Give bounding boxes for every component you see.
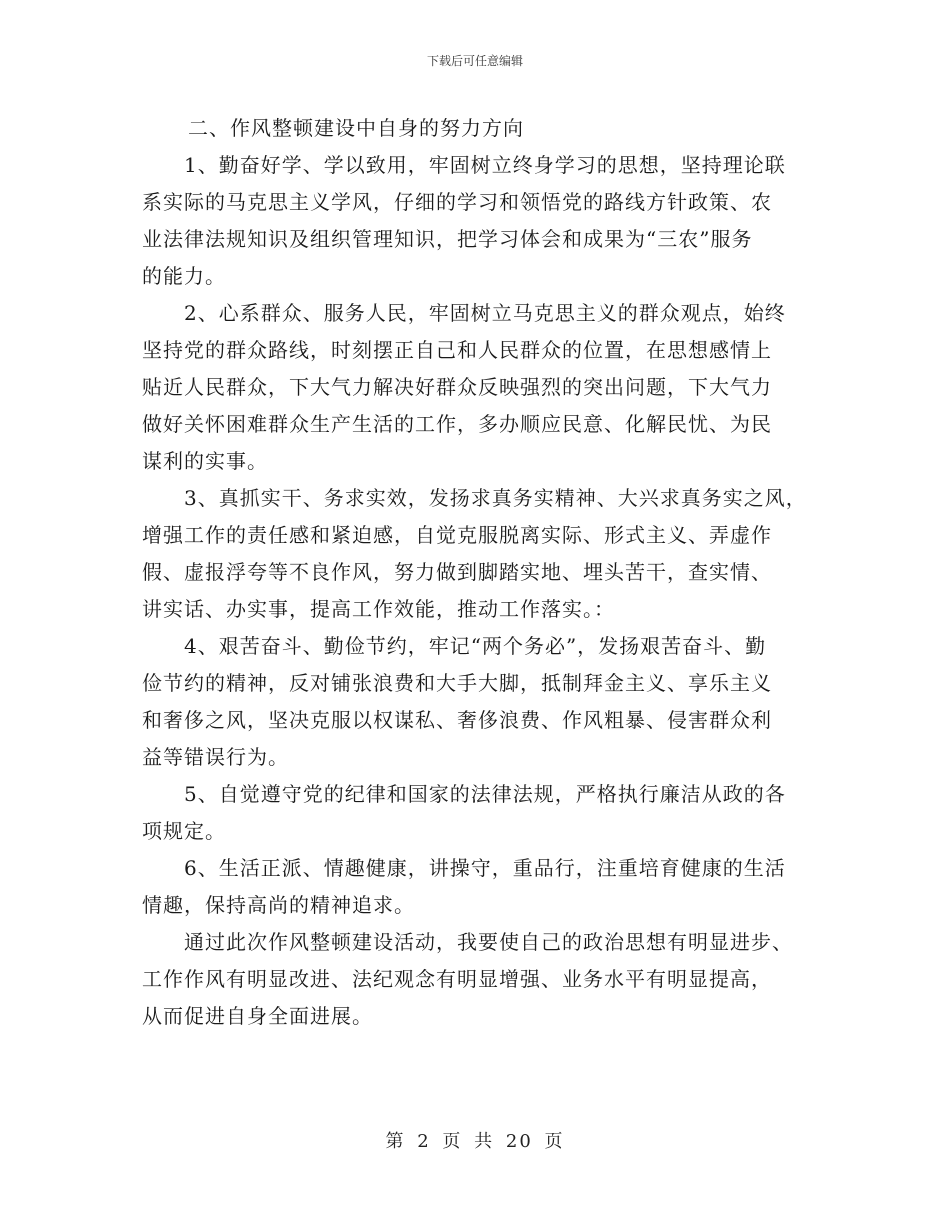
text-line: 和奢侈之风，坚决克服以权谋私、奢侈浪费、作风粗暴、侵害群众利 <box>142 708 772 732</box>
page-footer <box>0 1127 950 1153</box>
text-line: 谋利的实事。 <box>142 449 268 473</box>
text-line: 假、虚报浮夸等不良作风，努力做到脚踏实地、埋头苦干，查实情、 <box>142 560 772 584</box>
text-line: 的能力。 <box>142 264 226 288</box>
current-page-number: 2 <box>417 1131 431 1152</box>
footer-suffix: 页 <box>544 1131 565 1152</box>
text-line: 增强工作的责任感和紧迫感，自觉克服脱离实际、形式主义、弄虚作 <box>142 523 772 547</box>
footer-total-word: 共 <box>474 1131 495 1152</box>
text-line: 项规定。 <box>142 819 226 843</box>
text-line: 5、自觉遵守党的纪律和国家的法律法规，严格执行廉洁从政的各 <box>142 782 786 806</box>
text-line: 1、勤奋好学、学以致用，牢固树立终身学习的思想，坚持理论联 <box>142 153 786 177</box>
paragraph <box>142 147 814 295</box>
total-pages-number: 20 <box>505 1131 533 1152</box>
paragraph <box>142 295 814 480</box>
paragraph <box>142 628 814 776</box>
paragraph-list <box>142 147 814 1035</box>
text-line: 贴近人民群众，下大气力解决好群众反映强烈的突出问题，下大气力 <box>142 375 772 399</box>
footer-prefix: 第 <box>385 1131 406 1152</box>
text-line: 6、生活正派、情趣健康，讲操守，重品行，注重培育健康的生活 <box>142 856 786 880</box>
paragraph <box>142 480 814 628</box>
paragraph <box>142 924 814 1035</box>
footer-page-word: 页 <box>442 1131 463 1152</box>
page-header-note: 下载后可任意编辑 <box>426 54 523 68</box>
text-line: 工作作风有明显改进、法纪观念有明显增强、业务水平有明显提高， <box>142 967 772 991</box>
text-line: 通过此次作风整顿建设活动，我要使自己的政治思想有明显进步、 <box>142 930 793 954</box>
paragraph <box>142 776 814 850</box>
text-line: 讲实话、办实事，提高工作效能，推动工作落实。： <box>142 597 615 621</box>
document-body <box>142 110 814 1035</box>
text-line: 系实际的马克思主义学风，仔细的学习和领悟党的路线方针政策、农 <box>142 190 772 214</box>
text-line: 4、艰苦奋斗、勤俭节约，牢记“两个务必”，发扬艰苦奋斗、勤 <box>142 634 767 658</box>
text-line: 益等错误行为。 <box>142 745 289 769</box>
paragraph <box>142 850 814 924</box>
text-line: 情趣，保持高尚的精神追求。 <box>142 893 415 917</box>
section-heading: 二、作风整顿建设中自身的努力方向 <box>188 116 524 140</box>
text-line: 业法律法规知识及组织管理知识，把学习体会和成果为“三农”服务 <box>142 227 753 251</box>
text-line: 做好关怀困难群众生产生活的工作，多办顺应民意、化解民忧、为民 <box>142 412 772 436</box>
text-line: 坚持党的群众路线，时刻摆正自己和人民群众的位置，在思想感情上 <box>142 338 772 362</box>
text-line: 2、心系群众、服务人民，牢固树立马克思主义的群众观点，始终 <box>142 301 786 325</box>
text-line: 从而促进自身全面进展。 <box>142 1004 373 1028</box>
text-line: 3、真抓实干、务求实效，发扬求真务实精神、大兴求真务实之风， <box>142 486 807 510</box>
text-line: 俭节约的精神，反对铺张浪费和大手大脚，抵制拜金主义、享乐主义 <box>142 671 772 695</box>
